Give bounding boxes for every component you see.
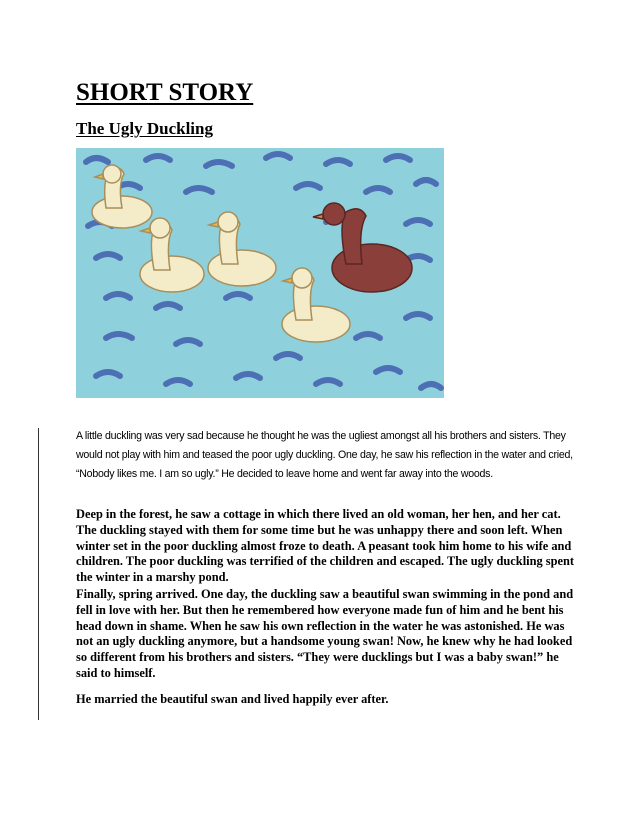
story-title: The Ugly Duckling	[76, 119, 213, 138]
story-paragraph-2: Deep in the forest, he saw a cottage in which there lived an old woman, her hen, and her cat. The duckling stayed with them for some time but he was unhappy there and soon left. When winter set in the poor duckling almost froze to death. A peasant took him home to his wife and children. The poor duckling was terrified of the children and escaped. The ugly duckling spent the winter in a marshy pond.	[76, 507, 574, 585]
duckling-illustration	[76, 148, 444, 398]
story-paragraph-4: He married the beautiful swan and lived happily ever after.	[76, 692, 389, 706]
story-paragraph-1: A little duckling was very sad because he thought he was the ugliest amongst all his brothers and sisters. They would not play with him and teased the poor ugly duckling. One day, he saw his reflection in the water and cried, “Nobody likes me. I am so ugly.” He decided to leave home and went far away into the woods.	[76, 430, 573, 480]
margin-change-bar	[38, 428, 39, 720]
page-title: SHORT STORY	[76, 79, 254, 106]
story-paragraph-3: Finally, spring arrived. One day, the duckling saw a beautiful swan swimming in the pond and fell in love with her. But then he remembered how everyone made fun of him and he bent his head down in shame. When he saw his own reflection in the water he was astonished. He was not an ugly duckling anymore, but a handsome young swan! Now, he knew why he had looked so different from his brothers and sisters. “They were ducklings but I was a baby swan!” he said to himself.	[76, 587, 574, 680]
